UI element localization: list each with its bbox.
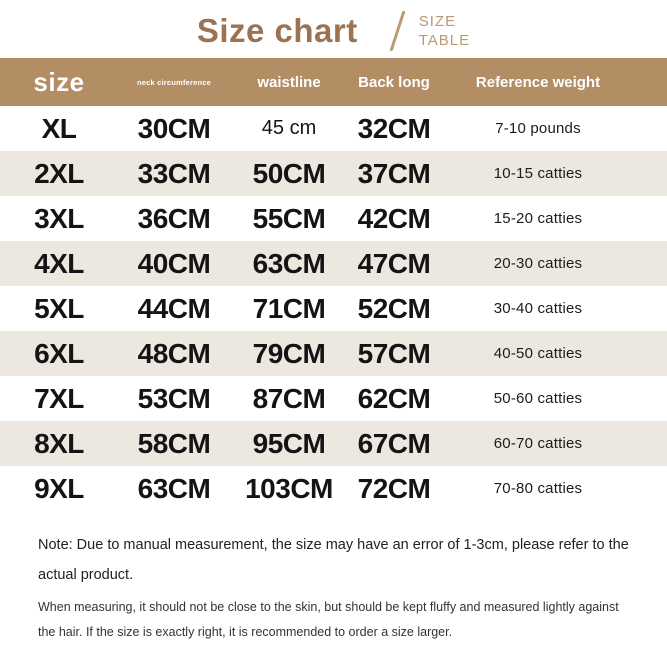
waist-cell: 103CM	[245, 472, 333, 504]
back-cell: 57CM	[357, 337, 431, 369]
neck-cell: 58CM	[137, 427, 211, 459]
waist-cell: 79CM	[252, 337, 326, 369]
size-cell: 7XL	[34, 382, 84, 414]
table-row-6xl	[0, 331, 667, 376]
table-row-5xl	[0, 286, 667, 331]
back-cell: 47CM	[357, 247, 431, 279]
waist-cell: 63CM	[252, 247, 326, 279]
weight-cell: 30-40 catties	[493, 300, 583, 317]
column-header-back-long: Back long	[358, 73, 430, 91]
waist-cell: 45 cm	[261, 117, 317, 139]
title-block	[0, 0, 667, 58]
weight-cell: 10-15 catties	[493, 165, 583, 182]
weight-cell: 15-20 catties	[493, 210, 583, 227]
note-measuring-advice: When measuring, it should not be close to the skin, but should be kept fluffy and measured lightly against the hair. If the size is exactly right, it is recommended to order a size larger.	[38, 600, 619, 639]
note-measurement-error: Note: Due to manual measurement, the size may have an error of 1-3cm, please refer to the actual product.	[38, 537, 629, 583]
neck-cell: 40CM	[137, 247, 211, 279]
waist-cell: 95CM	[252, 427, 326, 459]
subtitle-line2: TABLE	[418, 32, 471, 49]
back-cell: 72CM	[357, 472, 431, 504]
waist-cell: 55CM	[252, 202, 326, 234]
table-row-4xl	[0, 241, 667, 286]
neck-cell: 48CM	[137, 337, 211, 369]
table-row-2xl	[0, 151, 667, 196]
neck-cell: 53CM	[137, 382, 211, 414]
neck-cell: 44CM	[137, 292, 211, 324]
subtitle-line1: SIZE	[418, 12, 457, 30]
table-row-7xl	[0, 376, 667, 421]
weight-cell: 50-60 catties	[493, 390, 583, 407]
weight-cell: 70-80 catties	[493, 480, 583, 497]
table-row-9xl	[0, 466, 667, 511]
size-table-body	[0, 106, 667, 511]
subtitle	[419, 12, 470, 51]
weight-cell: 20-30 catties	[493, 255, 583, 272]
weight-cell: 40-50 catties	[493, 345, 583, 362]
back-cell: 67CM	[357, 427, 431, 459]
size-cell: 2XL	[34, 157, 84, 189]
table-row-8xl	[0, 421, 667, 466]
neck-cell: 63CM	[137, 472, 211, 504]
waist-cell: 71CM	[252, 292, 326, 324]
slash-divider	[389, 11, 405, 52]
column-header-size: size	[33, 66, 85, 97]
column-header-waistline: waistline	[257, 73, 321, 91]
size-cell: XL	[41, 112, 77, 144]
back-cell: 62CM	[357, 382, 431, 414]
table-row-xl	[0, 106, 667, 151]
table-row-3xl	[0, 196, 667, 241]
column-header-neck-circumference: neck circumference	[136, 77, 212, 87]
column-header-reference-weight: Reference weight	[475, 73, 601, 91]
neck-cell: 30CM	[137, 112, 211, 144]
size-cell: 8XL	[34, 427, 84, 459]
weight-cell: 60-70 catties	[493, 435, 583, 452]
size-cell: 3XL	[34, 202, 84, 234]
weight-cell: 7-10 pounds	[495, 120, 581, 137]
table-header-row	[0, 58, 667, 106]
neck-cell: 36CM	[137, 202, 211, 234]
size-cell: 5XL	[34, 292, 84, 324]
waist-cell: 50CM	[252, 157, 326, 189]
page-title: Size chart	[196, 12, 358, 49]
back-cell: 42CM	[357, 202, 431, 234]
waist-cell: 87CM	[252, 382, 326, 414]
notes-section	[0, 511, 667, 644]
back-cell: 52CM	[357, 292, 431, 324]
back-cell: 37CM	[357, 157, 431, 189]
size-cell: 6XL	[34, 337, 84, 369]
size-cell: 9XL	[34, 472, 84, 504]
neck-cell: 33CM	[137, 157, 211, 189]
back-cell: 32CM	[357, 112, 431, 144]
size-cell: 4XL	[34, 247, 84, 279]
